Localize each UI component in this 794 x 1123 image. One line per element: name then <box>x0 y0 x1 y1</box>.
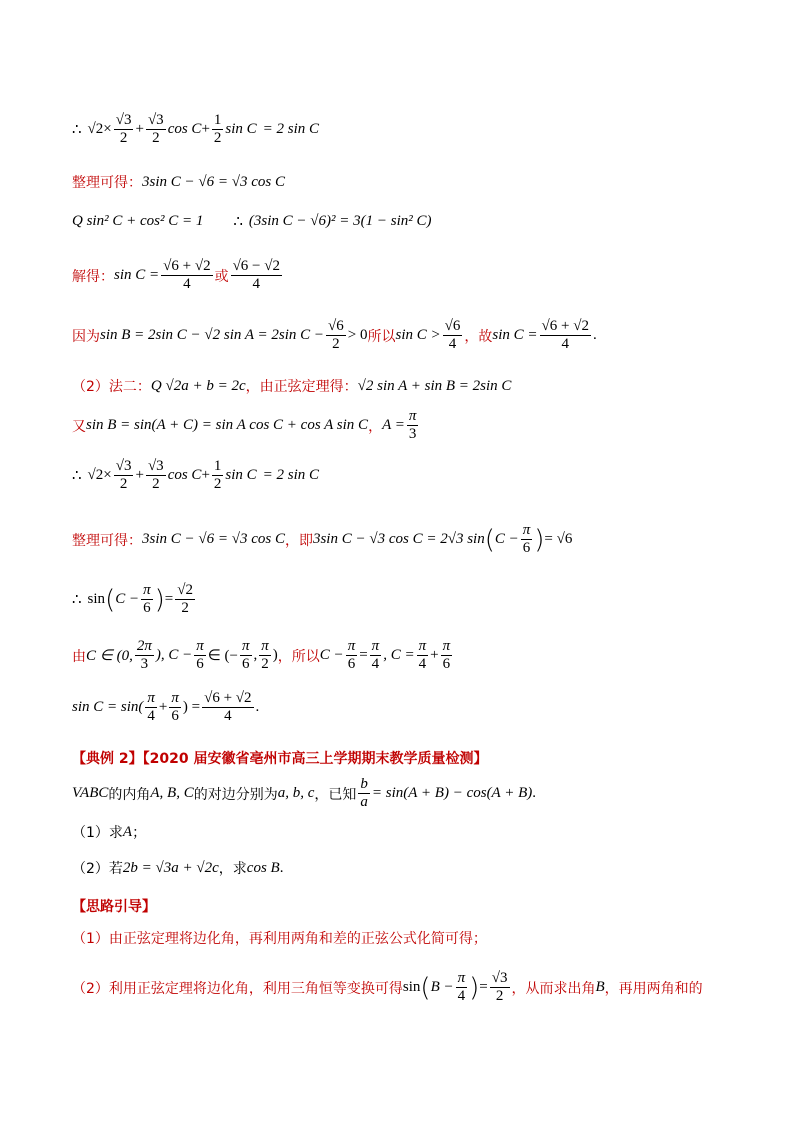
label-solve: 解得： <box>72 268 114 285</box>
equation-line-11: 由 C ∈ (0, $\frac{2\pi}{3}$ ), C − $\frac{\pi}{6}$ ∈ (− $\frac{\pi}{6}$ , $\frac{\pi}{2}$ ) ，所以 C − $\frac{\pi}{6}$ = $\frac{\pi}{4}$ , C = $\frac{\pi}{4}$ + $\frac{\pi}{6}$ <box>72 638 451 673</box>
sqrt2: √2 <box>87 121 104 138</box>
identity-equation: Q sin² C + cos² C = 1 <box>72 213 204 229</box>
equation-line-2 <box>72 172 285 192</box>
equation-line-8: ∴ √2 × $\frac{√3}{2}$ + $\frac{√3}{2}$ cos C + $\frac{1}{2}$ sin C = 2 sin C <box>72 458 320 493</box>
fraction-root3-over-2: $\frac{√3}{2}$ <box>147 112 164 147</box>
hint-title: 【思路引导】 <box>72 899 156 915</box>
times: × <box>103 121 112 138</box>
hint-1: （1）由正弦定理将边化角，再利用两角和差的正弦公式化简可得； <box>72 931 487 947</box>
therefore-symbol: ∴ <box>72 122 82 139</box>
equation-line-9: 整理可得： 3sin C − √6 = √3 cos C ，即 3sin C − √3 cos C = 2√3 sin ( C − $\frac{\pi}{6}$ ) = √6 <box>72 522 573 557</box>
equation-line-12: sin C = sin( $\frac{\pi}{4}$ + $\frac{\pi}{6}$ ) = $\frac{√6 + √2}{4}$ . <box>72 690 260 725</box>
equation-line-10: ∴ sin ( C − $\frac{\pi}{6}$ ) = $\frac{√2}{2}$ <box>72 582 193 617</box>
squared-equation: (3sin C − √6)² = 3(1 − sin² C) <box>248 213 432 229</box>
equation-line-7: 又 sin B = sin(A + C) = sin A cos C + cos A sin C ， A = $\frac{\pi}{3}$ <box>72 408 417 443</box>
label-simplify: 整理可得： <box>72 175 142 191</box>
equation: 3sin C − √6 = √3 cos C <box>142 173 285 190</box>
example-title: 【典例 2】【2020 届安徽省亳州市高三上学期期末教学质量检测】 <box>72 751 488 767</box>
question-2: （2）若 2b = √3a + √2c ，求 cos B . <box>72 859 284 877</box>
problem-statement: VABC 的内角 A, B, C 的对边分别为 a, b, c ，已知 $\frac{b}{a}$ = sin(A + B) − cos(A + B) . <box>72 776 536 811</box>
hint-2: （2）利用正弦定理将边化角，利用三角恒等变换可得 sin ( B − $\frac{\pi}{4}$ ) = $\frac{√3}{2}$ ，从而求出角 B ，再用两角和的 <box>72 970 703 1005</box>
equation-line-6: （2）法二： Q √2a + b = 2c ，由正弦定理得： √2 sin A + sin B = 2sin C <box>72 377 512 395</box>
equation-line-1: ∴ √2 × $\frac{√3}{2}$ + $\frac{√3}{2}$ cos C + $\frac{1}{2}$ sin C = 2 sin C <box>72 112 320 147</box>
equation-line-3: Q sin² C + cos² C = 1 ∴ (3sin C − √6)² = 3(1 − sin² C) <box>72 213 432 230</box>
equation-line-4: 解得： sin C = $\frac{√6 + √2}{4}$ 或 $\frac{√6 - √2}{4}$ <box>72 258 281 293</box>
fraction-1-over-2: $\frac{1}{2}$ <box>213 112 222 147</box>
fraction-root3-over-2: $\frac{√3}{2}$ <box>115 112 132 147</box>
equation-line-5: 因为 sin B = 2sin C − √2 sin A = 2sin C − $\frac{√6}{2}$ > 0 所以 sin C > $\frac{√6}{4}$ ，故 sin C = $\frac{√6 + √2}{4}$ . <box>72 318 597 353</box>
question-1: （1）求 A ； <box>72 823 147 841</box>
